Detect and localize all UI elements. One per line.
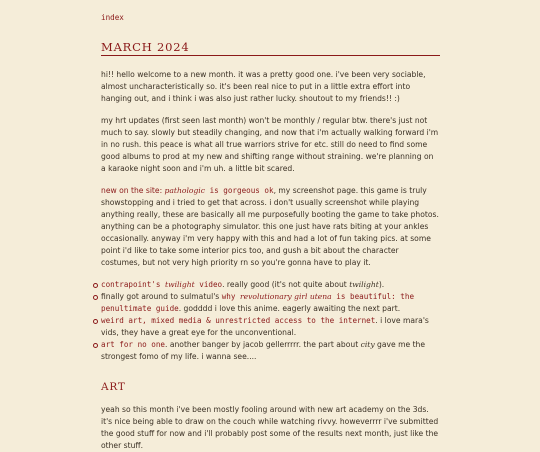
link-text: why xyxy=(221,292,240,301)
hrt-paragraph: my hrt updates (first seen last month) won't be monthly / regular btw. there's just not much to say. slowly but steadily changing, and now that i'm actually walking forward i'm in no rush. this peace is what all true warriors strive for etc. still do need to find some good albums to prod at my new and shifting range without straining. we're planning on a karaoke night soon and i'm uh. a little bit scared. xyxy=(101,116,439,173)
link-text: video xyxy=(194,280,223,289)
list-item xyxy=(101,291,440,315)
link-italic: revolutionary girl utena xyxy=(239,292,332,301)
item-text: ). xyxy=(378,280,385,289)
item-italic: city xyxy=(360,340,375,349)
top-nav xyxy=(101,12,440,24)
pathologic-link[interactable] xyxy=(165,186,274,195)
weird-art-link[interactable]: weird art, mixed media & unrestricted access to the internet xyxy=(101,316,376,325)
item-italic: twilight xyxy=(349,280,379,289)
pathologic-link-italic: pathologic xyxy=(164,186,205,195)
index-link[interactable]: index xyxy=(101,13,124,22)
new-on-site-paragraph xyxy=(101,185,440,269)
art-section-title: ART xyxy=(101,381,126,393)
item-text: . godddd i love this anime. eagerly awaiting the next part. xyxy=(178,304,401,313)
list-item xyxy=(101,315,440,339)
intro-paragraph: hi!! hello welcome to a new month. it was a pretty good one. i've been very sociable, almost uncharacteristically so. it's been real nice to put in a little extra effort into hanging out, and i think i was also just rather lucky. shoutout to my friends!! :) xyxy=(101,70,426,103)
pathologic-link-text: is gorgeous ok xyxy=(205,186,274,195)
item-text: . really good (it's not quite about xyxy=(222,280,350,289)
link-text: contrapoint's xyxy=(101,280,166,289)
list-item xyxy=(101,339,440,363)
item-text: . another banger by jacob gellerrrrr. the part about xyxy=(165,340,361,349)
art-for-no-one-link[interactable]: art for no one xyxy=(101,340,166,349)
link-text: is beautiful: the penultimate guide xyxy=(101,292,415,313)
contrapoints-twilight-link[interactable] xyxy=(101,280,222,289)
item-text: . i love mara's vids, they have a great eye for the unconventional. xyxy=(101,316,429,337)
new-on-site-text: , my screenshot page. this game is truly showstopping and i tried to get that across. i don't usually screenshot while playing anything really, these are basically all me purposefully booting the game to take photos. anything can be a photography simulator. this one just have rats biting at your ankles occasionally. anyway i'm very happy with this and had a lot of fun taking pics. at some point i'd like to take some interior pics too, and gush a bit about the character costumes, but not very high priority rn so you're gonna have to play it. xyxy=(101,186,439,267)
link-italic: twilight xyxy=(165,280,195,289)
recommendation-list xyxy=(101,279,440,363)
item-text: gave me the strongest fomo of my life. i wanna see.... xyxy=(101,340,426,361)
art-paragraph: yeah so this month i've been mostly fooling around with new art academy on the 3ds. it's nice being able to draw on the couch while watching rivvy. howeverrrr i've submitted the good stuff for now and i'll probably post some of the results next month, just like the other stuff. xyxy=(101,405,439,450)
new-on-site-prefix: new on the site: xyxy=(101,186,165,195)
post-title: MARCH 2024 xyxy=(101,40,440,56)
list-item xyxy=(101,279,440,291)
item-text: finally got around to sulmatul's xyxy=(101,292,222,301)
